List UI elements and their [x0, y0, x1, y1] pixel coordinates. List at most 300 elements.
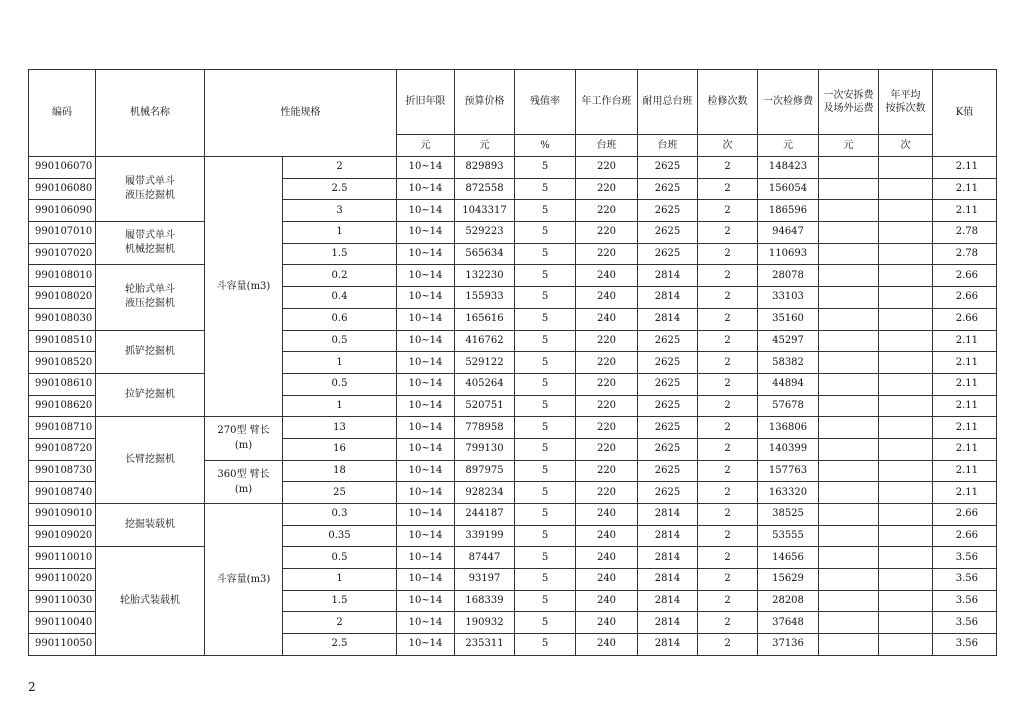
cell-avg-install — [879, 265, 933, 287]
cell-spec-value: 13 — [283, 417, 397, 439]
cell-repair-count: 2 — [698, 395, 758, 417]
cell-repair-fee: 58382 — [758, 352, 819, 374]
cell-repair-count: 2 — [698, 287, 758, 309]
cell-annual-shifts: 240 — [576, 634, 638, 656]
cell-code: 990108730 — [29, 460, 96, 482]
cell-k: 2.11 — [933, 330, 997, 352]
cell-budget-price: 339199 — [455, 525, 515, 547]
cell-budget-price: 155933 — [455, 287, 515, 309]
cell-spec-value: 18 — [283, 460, 397, 482]
cell-residual-rate: 5 — [515, 222, 576, 244]
cell-repair-fee: 14656 — [758, 547, 819, 569]
cell-spec-value: 1 — [283, 222, 397, 244]
cell-spec-value: 25 — [283, 482, 397, 504]
cell-avg-install — [879, 222, 933, 244]
cell-code: 990109020 — [29, 525, 96, 547]
table-row — [29, 547, 997, 569]
cell-k: 2.11 — [933, 438, 997, 460]
cell-repair-count: 2 — [698, 525, 758, 547]
cell-code: 990108010 — [29, 265, 96, 287]
cell-machine-name — [96, 417, 205, 504]
header-avg-install-line1: 年平均 — [890, 90, 921, 101]
cell-residual-rate: 5 — [515, 373, 576, 395]
cell-annual-shifts: 220 — [576, 330, 638, 352]
cell-repair-fee: 57678 — [758, 395, 819, 417]
table-row — [29, 222, 997, 244]
cell-avg-install — [879, 634, 933, 656]
cell-depreciation-years: 10~14 — [397, 157, 455, 179]
cell-code: 990106090 — [29, 200, 96, 222]
cell-spec-value: 0.5 — [283, 373, 397, 395]
cell-repair-fee: 33103 — [758, 287, 819, 309]
cell-repair-count: 2 — [698, 438, 758, 460]
cell-spec-value: 3 — [283, 200, 397, 222]
cell-spec-group — [205, 504, 283, 656]
cell-annual-shifts: 240 — [576, 569, 638, 591]
cell-budget-price: 168339 — [455, 590, 515, 612]
cell-residual-rate: 5 — [515, 460, 576, 482]
cell-durable-shifts: 2625 — [638, 417, 698, 439]
cell-avg-install — [879, 417, 933, 439]
cell-repair-count: 2 — [698, 243, 758, 265]
cell-install-fee — [819, 265, 879, 287]
cell-depreciation-years: 10~14 — [397, 243, 455, 265]
cell-annual-shifts: 240 — [576, 287, 638, 309]
cell-budget-price: 799130 — [455, 438, 515, 460]
cell-residual-rate: 5 — [515, 200, 576, 222]
cell-durable-shifts: 2625 — [638, 438, 698, 460]
cell-k: 2.11 — [933, 157, 997, 179]
cell-annual-shifts: 240 — [576, 265, 638, 287]
cell-k: 2.11 — [933, 417, 997, 439]
spec-label-line1: 270型 臂长 — [217, 425, 270, 437]
cell-spec-value: 0.5 — [283, 330, 397, 352]
unit-annual-shifts: 台班 — [576, 135, 638, 157]
cell-code: 990106080 — [29, 178, 96, 200]
cell-depreciation-years: 10~14 — [397, 482, 455, 504]
cell-repair-fee: 136806 — [758, 417, 819, 439]
cell-code: 990109010 — [29, 504, 96, 526]
cell-spec-group — [205, 417, 283, 460]
cell-spec-value: 1 — [283, 569, 397, 591]
header-install-fee — [819, 70, 879, 135]
header-name: 机械名称 — [96, 70, 205, 157]
cell-code: 990108710 — [29, 417, 96, 439]
cell-spec-value: 2 — [283, 612, 397, 634]
cell-depreciation-years: 10~14 — [397, 525, 455, 547]
cell-spec-value: 1.5 — [283, 590, 397, 612]
cell-install-fee — [819, 395, 879, 417]
cell-repair-count: 2 — [698, 352, 758, 374]
cell-durable-shifts: 2814 — [638, 612, 698, 634]
cell-repair-fee: 38525 — [758, 504, 819, 526]
cell-budget-price: 93197 — [455, 569, 515, 591]
cell-repair-count: 2 — [698, 547, 758, 569]
cell-annual-shifts: 220 — [576, 373, 638, 395]
cell-install-fee — [819, 417, 879, 439]
machine-name-line2: 液压挖掘机 — [125, 298, 175, 310]
cell-k: 2.11 — [933, 460, 997, 482]
cell-k: 2.11 — [933, 482, 997, 504]
cell-residual-rate: 5 — [515, 157, 576, 179]
cell-avg-install — [879, 308, 933, 330]
cell-budget-price: 520751 — [455, 395, 515, 417]
cell-code: 990108510 — [29, 330, 96, 352]
cell-install-fee — [819, 243, 879, 265]
cell-install-fee — [819, 178, 879, 200]
cell-repair-fee: 163320 — [758, 482, 819, 504]
cell-budget-price: 1043317 — [455, 200, 515, 222]
spec-label-line2: (m) — [234, 440, 253, 452]
cell-annual-shifts: 220 — [576, 417, 638, 439]
machine-name-line2: 液压挖掘机 — [125, 190, 175, 202]
cell-depreciation-years: 10~14 — [397, 417, 455, 439]
cell-residual-rate: 5 — [515, 504, 576, 526]
cell-durable-shifts: 2814 — [638, 547, 698, 569]
header-row — [29, 70, 997, 135]
cell-repair-count: 2 — [698, 308, 758, 330]
cell-depreciation-years: 10~14 — [397, 330, 455, 352]
cell-depreciation-years: 10~14 — [397, 222, 455, 244]
cell-repair-count: 2 — [698, 460, 758, 482]
cell-depreciation-years: 10~14 — [397, 569, 455, 591]
header-install-fee-line1: 一次安拆费 — [823, 90, 874, 101]
cell-k: 2.66 — [933, 265, 997, 287]
cell-repair-fee: 45297 — [758, 330, 819, 352]
cell-install-fee — [819, 504, 879, 526]
cell-budget-price: 529223 — [455, 222, 515, 244]
cell-repair-fee: 37648 — [758, 612, 819, 634]
cell-depreciation-years: 10~14 — [397, 265, 455, 287]
cell-machine-name — [96, 547, 205, 655]
cell-spec-value: 16 — [283, 438, 397, 460]
cell-budget-price: 416762 — [455, 330, 515, 352]
cell-durable-shifts: 2814 — [638, 590, 698, 612]
cell-residual-rate: 5 — [515, 547, 576, 569]
table-row — [29, 265, 997, 287]
cell-repair-fee: 28208 — [758, 590, 819, 612]
cell-budget-price: 778958 — [455, 417, 515, 439]
cell-budget-price: 165616 — [455, 308, 515, 330]
cell-annual-shifts: 240 — [576, 525, 638, 547]
cell-install-fee — [819, 200, 879, 222]
cell-repair-fee: 156054 — [758, 178, 819, 200]
cell-annual-shifts: 240 — [576, 504, 638, 526]
table-row — [29, 157, 997, 179]
cell-install-fee — [819, 547, 879, 569]
cell-budget-price: 190932 — [455, 612, 515, 634]
table-row — [29, 330, 997, 352]
cell-repair-count: 2 — [698, 569, 758, 591]
cell-spec-value: 1 — [283, 395, 397, 417]
cell-repair-count: 2 — [698, 482, 758, 504]
cell-budget-price: 235311 — [455, 634, 515, 656]
cell-k: 2.11 — [933, 395, 997, 417]
machine-name-line1: 履带式单斗 — [125, 176, 175, 188]
cell-install-fee — [819, 634, 879, 656]
cell-repair-count: 2 — [698, 590, 758, 612]
cell-code: 990110020 — [29, 569, 96, 591]
cell-code: 990106070 — [29, 157, 96, 179]
cell-budget-price: 405264 — [455, 373, 515, 395]
cell-repair-count: 2 — [698, 634, 758, 656]
cell-residual-rate: 5 — [515, 287, 576, 309]
cell-avg-install — [879, 373, 933, 395]
cell-repair-fee: 53555 — [758, 525, 819, 547]
cell-install-fee — [819, 222, 879, 244]
cell-durable-shifts: 2625 — [638, 352, 698, 374]
cell-repair-fee: 157763 — [758, 460, 819, 482]
cell-annual-shifts: 220 — [576, 352, 638, 374]
cell-repair-count: 2 — [698, 612, 758, 634]
cell-residual-rate: 5 — [515, 569, 576, 591]
cell-k: 2.78 — [933, 243, 997, 265]
header-depreciation-years: 折旧年限 — [397, 70, 455, 135]
spec-label-line2: (m) — [234, 483, 253, 495]
header-install-fee-line2: 及场外运费 — [823, 103, 874, 114]
cell-durable-shifts: 2625 — [638, 330, 698, 352]
cell-code: 990110010 — [29, 547, 96, 569]
cell-depreciation-years: 10~14 — [397, 178, 455, 200]
cell-code: 990108020 — [29, 287, 96, 309]
cell-depreciation-years: 10~14 — [397, 438, 455, 460]
cell-annual-shifts: 220 — [576, 157, 638, 179]
cell-install-fee — [819, 590, 879, 612]
cell-k: 3.56 — [933, 547, 997, 569]
cell-depreciation-years: 10~14 — [397, 634, 455, 656]
cell-annual-shifts: 220 — [576, 243, 638, 265]
cell-residual-rate: 5 — [515, 178, 576, 200]
machine-name-label: 长臂挖掘机 — [125, 454, 175, 466]
machine-name-label: 拉铲挖掘机 — [125, 389, 175, 401]
machine-name-label: 挖掘装载机 — [125, 519, 175, 531]
cell-k: 2.78 — [933, 222, 997, 244]
cell-residual-rate: 5 — [515, 438, 576, 460]
cell-budget-price: 928234 — [455, 482, 515, 504]
cell-spec-value: 0.6 — [283, 308, 397, 330]
cell-avg-install — [879, 157, 933, 179]
cell-spec-value: 1.5 — [283, 243, 397, 265]
cell-avg-install — [879, 590, 933, 612]
cell-budget-price: 87447 — [455, 547, 515, 569]
cell-install-fee — [819, 569, 879, 591]
cell-budget-price: 132230 — [455, 265, 515, 287]
cell-annual-shifts: 220 — [576, 222, 638, 244]
cell-residual-rate: 5 — [515, 265, 576, 287]
cell-install-fee — [819, 612, 879, 634]
cell-avg-install — [879, 287, 933, 309]
cell-spec-value: 0.35 — [283, 525, 397, 547]
cell-spec-value: 0.4 — [283, 287, 397, 309]
cell-repair-count: 2 — [698, 157, 758, 179]
cell-residual-rate: 5 — [515, 330, 576, 352]
cell-durable-shifts: 2625 — [638, 178, 698, 200]
cell-spec-value: 2.5 — [283, 634, 397, 656]
cell-repair-fee: 15629 — [758, 569, 819, 591]
cell-code: 990108610 — [29, 373, 96, 395]
cell-depreciation-years: 10~14 — [397, 395, 455, 417]
cell-repair-fee: 28078 — [758, 265, 819, 287]
cell-residual-rate: 5 — [515, 634, 576, 656]
cell-annual-shifts: 240 — [576, 547, 638, 569]
cell-depreciation-years: 10~14 — [397, 373, 455, 395]
cell-annual-shifts: 220 — [576, 178, 638, 200]
table-body — [29, 157, 997, 656]
cell-residual-rate: 5 — [515, 525, 576, 547]
cell-install-fee — [819, 330, 879, 352]
header-spec: 性能规格 — [205, 70, 397, 157]
cell-residual-rate: 5 — [515, 395, 576, 417]
cell-k: 2.66 — [933, 504, 997, 526]
cell-durable-shifts: 2625 — [638, 482, 698, 504]
cell-repair-fee: 186596 — [758, 200, 819, 222]
cell-durable-shifts: 2625 — [638, 200, 698, 222]
cell-avg-install — [879, 178, 933, 200]
cell-durable-shifts: 2814 — [638, 265, 698, 287]
cell-durable-shifts: 2625 — [638, 222, 698, 244]
cell-durable-shifts: 2814 — [638, 504, 698, 526]
cell-repair-count: 2 — [698, 200, 758, 222]
cell-avg-install — [879, 200, 933, 222]
cell-residual-rate: 5 — [515, 352, 576, 374]
header-budget-price: 预算价格 — [455, 70, 515, 135]
machine-name-label: 抓铲挖掘机 — [125, 345, 175, 357]
cell-spec-group — [205, 157, 283, 417]
table-row — [29, 373, 997, 395]
cell-code: 990110040 — [29, 612, 96, 634]
cell-depreciation-years: 10~14 — [397, 504, 455, 526]
cell-spec-value: 2 — [283, 157, 397, 179]
cell-k: 2.11 — [933, 178, 997, 200]
cell-k: 2.11 — [933, 352, 997, 374]
header-code: 编码 — [29, 70, 96, 157]
cell-repair-fee: 35160 — [758, 308, 819, 330]
cell-code: 990108030 — [29, 308, 96, 330]
cell-code: 990108720 — [29, 438, 96, 460]
cell-code: 990110030 — [29, 590, 96, 612]
cell-k: 3.56 — [933, 634, 997, 656]
cell-repair-fee: 140399 — [758, 438, 819, 460]
cell-residual-rate: 5 — [515, 482, 576, 504]
cell-repair-count: 2 — [698, 417, 758, 439]
cell-residual-rate: 5 — [515, 590, 576, 612]
cell-annual-shifts: 220 — [576, 482, 638, 504]
cell-spec-value: 1 — [283, 352, 397, 374]
cell-avg-install — [879, 612, 933, 634]
cell-durable-shifts: 2814 — [638, 287, 698, 309]
cell-code: 990107020 — [29, 243, 96, 265]
cell-k: 2.11 — [933, 200, 997, 222]
cell-depreciation-years: 10~14 — [397, 352, 455, 374]
cell-machine-name — [96, 222, 205, 265]
unit-repair-fee: 元 — [758, 135, 819, 157]
cell-depreciation-years: 10~14 — [397, 547, 455, 569]
table-row — [29, 417, 997, 439]
cell-residual-rate: 5 — [515, 308, 576, 330]
cell-code: 990110050 — [29, 634, 96, 656]
cell-avg-install — [879, 438, 933, 460]
cell-annual-shifts: 240 — [576, 590, 638, 612]
cell-k: 3.56 — [933, 569, 997, 591]
cell-avg-install — [879, 395, 933, 417]
cell-install-fee — [819, 287, 879, 309]
cell-durable-shifts: 2625 — [638, 395, 698, 417]
cell-budget-price: 565634 — [455, 243, 515, 265]
cell-machine-name — [96, 330, 205, 373]
cell-repair-count: 2 — [698, 265, 758, 287]
spec-label-line1: 斗容量(m3) — [216, 281, 271, 293]
cell-k: 2.11 — [933, 373, 997, 395]
cell-repair-fee: 148423 — [758, 157, 819, 179]
cell-avg-install — [879, 243, 933, 265]
header-avg-install — [879, 70, 933, 135]
cell-avg-install — [879, 525, 933, 547]
cell-depreciation-years: 10~14 — [397, 460, 455, 482]
cell-k: 2.66 — [933, 287, 997, 309]
cell-depreciation-years: 10~14 — [397, 200, 455, 222]
cell-budget-price: 897975 — [455, 460, 515, 482]
cell-spec-group — [205, 460, 283, 503]
cell-residual-rate: 5 — [515, 243, 576, 265]
cell-repair-count: 2 — [698, 330, 758, 352]
cell-annual-shifts: 220 — [576, 460, 638, 482]
cell-avg-install — [879, 460, 933, 482]
cell-durable-shifts: 2625 — [638, 373, 698, 395]
cell-install-fee — [819, 525, 879, 547]
machinery-cost-table — [28, 69, 997, 656]
machine-name-line1: 轮胎式单斗 — [125, 284, 175, 296]
cell-repair-count: 2 — [698, 373, 758, 395]
cell-durable-shifts: 2814 — [638, 525, 698, 547]
cell-repair-count: 2 — [698, 504, 758, 526]
header-annual-shifts: 年工作台班 — [576, 70, 638, 135]
cell-avg-install — [879, 330, 933, 352]
cell-repair-fee: 94647 — [758, 222, 819, 244]
header-repair-count: 检修次数 — [698, 70, 758, 135]
cell-install-fee — [819, 438, 879, 460]
cell-budget-price: 529122 — [455, 352, 515, 374]
cell-machine-name — [96, 373, 205, 416]
cell-repair-fee: 37136 — [758, 634, 819, 656]
cell-code: 990108520 — [29, 352, 96, 374]
header-residual-rate: 残值率 — [515, 70, 576, 135]
cell-budget-price: 244187 — [455, 504, 515, 526]
unit-depreciation-years: 元 — [397, 135, 455, 157]
cell-durable-shifts: 2625 — [638, 460, 698, 482]
cell-spec-value: 2.5 — [283, 178, 397, 200]
header-k: K值 — [933, 70, 997, 157]
unit-durable-shifts: 台班 — [638, 135, 698, 157]
header-repair-fee: 一次检修费 — [758, 70, 819, 135]
cell-depreciation-years: 10~14 — [397, 287, 455, 309]
cell-install-fee — [819, 308, 879, 330]
cell-avg-install — [879, 482, 933, 504]
cell-residual-rate: 5 — [515, 417, 576, 439]
unit-repair-count: 次 — [698, 135, 758, 157]
cell-machine-name — [96, 157, 205, 222]
page-number: 2 — [28, 680, 36, 694]
header-durable-shifts: 耐用总台班 — [638, 70, 698, 135]
cell-annual-shifts: 240 — [576, 612, 638, 634]
cell-install-fee — [819, 157, 879, 179]
cell-k: 2.66 — [933, 525, 997, 547]
unit-budget-price: 元 — [455, 135, 515, 157]
cell-k: 2.66 — [933, 308, 997, 330]
unit-install-fee: 元 — [819, 135, 879, 157]
cell-install-fee — [819, 373, 879, 395]
cell-spec-value: 0.5 — [283, 547, 397, 569]
cell-k: 3.56 — [933, 612, 997, 634]
